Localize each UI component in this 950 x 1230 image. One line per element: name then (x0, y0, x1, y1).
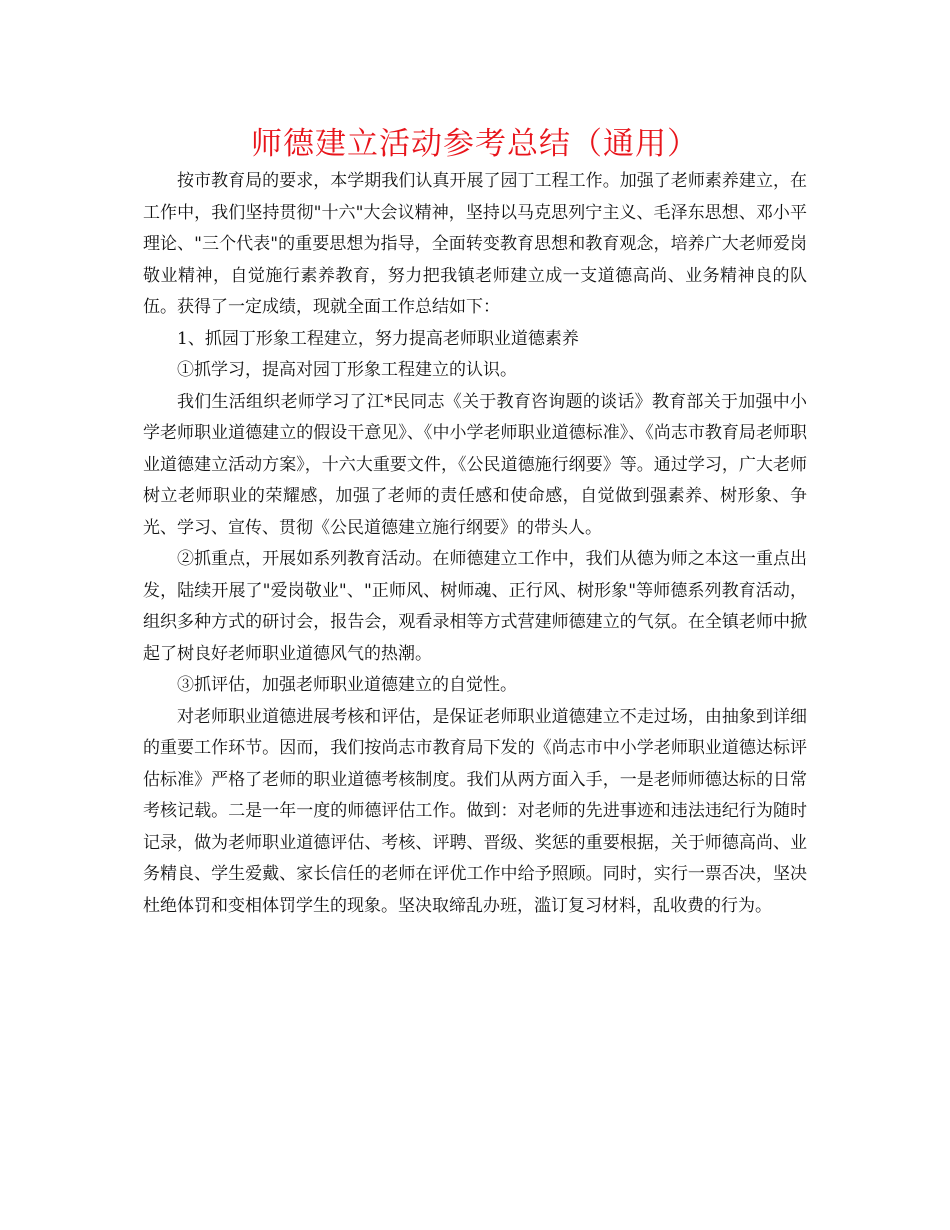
paragraph-evaluation-details: 对老师职业道德进展考核和评估，是保证老师职业道德建立不走过场，由抽象到详细的重要工作环节。因而，我们按尚志市教育局下发的《尚志市中小学老师职业道德达标评估标准》严格了老师的职业道德考核制度。我们从两方面入手，一是老师师德达标的日常考核记载。二是一年一度的师德评估工作。做到：对老师的先进事迹和违法违纪行为随时记录，做为老师职业道德评估、考核、评聘、晋级、奖惩的重要根据，关于师德高尚、业务精良、学生爱戴、家长信任的老师在评优工作中给予照顾。同时，实行一票否决，坚决杜绝体罚和变相体罚学生的现象。坚决取缔乱办班，滥订复习材料，乱收费的行为。 (143, 706, 807, 916)
paragraph-subheading-evaluation: ③抓评估，加强老师职业道德建立的自觉性。 (177, 675, 517, 695)
paragraph-section-heading: 1、抓园丁形象工程建立，努力提高老师职业道德素养 (177, 328, 579, 349)
document-body (143, 166, 807, 922)
paragraph-intro: 按市教育局的要求，本学期我们认真开展了园丁工程工作。加强了老师素养建立，在工作中，我们坚持贯彻"十六"大会议精神，坚持以马克思列宁主义、毛泽东思想、邓小平理论、"三个代表"的重要思想为指导，全面转变教育思想和教育观念，培养广大老师爱岗敬业精神，自觉施行素养教育，努力把我镇老师建立成一支道德高尚、业务精神良的队伍。获得了一定成绩，现就全面工作总结如下： (143, 171, 807, 317)
paragraph-key-activities: ②抓重点，开展如系列教育活动。在师德建立工作中，我们从德为师之本这一重点出发，陆续开展了"爱岗敬业"、"正师风、树师魂、正行风、树形象"等师德系列教育活动，组织多种方式的研讨会，报告会，观看录相等方式营建师德建立的气氛。在全镇老师中掀起了树良好老师职业道德风气的热潮。 (143, 549, 807, 664)
paragraph-subheading-study: ①抓学习，提高对园丁形象工程建立的认识。 (177, 360, 517, 380)
document-title: 师德建立活动参考总结（通用） (251, 126, 699, 162)
paragraph-study-details: 我们生活组织老师学习了江*民同志《关于教育咨询题的谈话》教育部关于加强中小学老师职业道德建立的假设干意见》、《中小学老师职业道德标准》、《尚志市教育局老师职业道德建立活动方案》，十六大重要文件，《公民道德施行纲要》等。通过学习，广大老师树立老师职业的荣耀感，加强了老师的责任感和使命感，自觉做到强素养、树形象、争光、学习、宣传、贯彻《公民道德建立施行纲要》的带头人。 (143, 391, 807, 538)
